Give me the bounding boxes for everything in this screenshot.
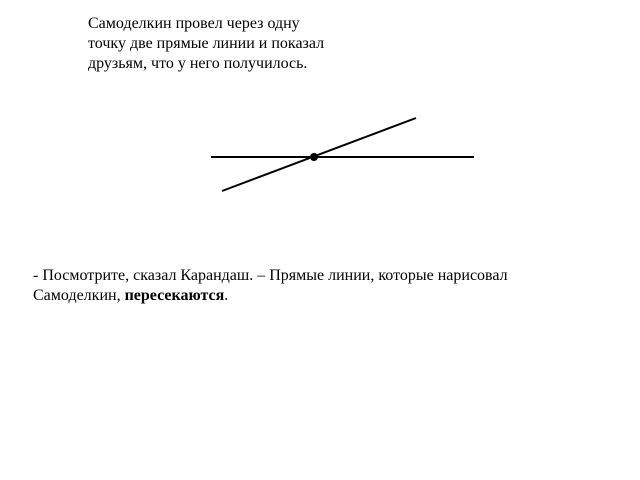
dialogue-text — [33, 266, 623, 306]
intersection-point — [310, 153, 318, 161]
intro-line-1: Самоделкин провел через одну — [88, 15, 300, 32]
dialogue-line-2-suffix: . — [224, 287, 229, 304]
dialogue-line-2 — [33, 286, 623, 306]
dialogue-line-1: - Посмотрите, сказал Карандаш. – Прямые линии, которые нарисовал — [33, 267, 508, 284]
intro-line-3: друзьям, что у него получилось. — [88, 55, 308, 72]
slanted-line — [222, 118, 416, 191]
dialogue-emphasis-word: пересекаются — [124, 287, 225, 304]
intro-line-2: точку две прямые линии и показал — [88, 35, 325, 52]
dialogue-line-2-prefix: Самоделкин, — [33, 287, 125, 304]
